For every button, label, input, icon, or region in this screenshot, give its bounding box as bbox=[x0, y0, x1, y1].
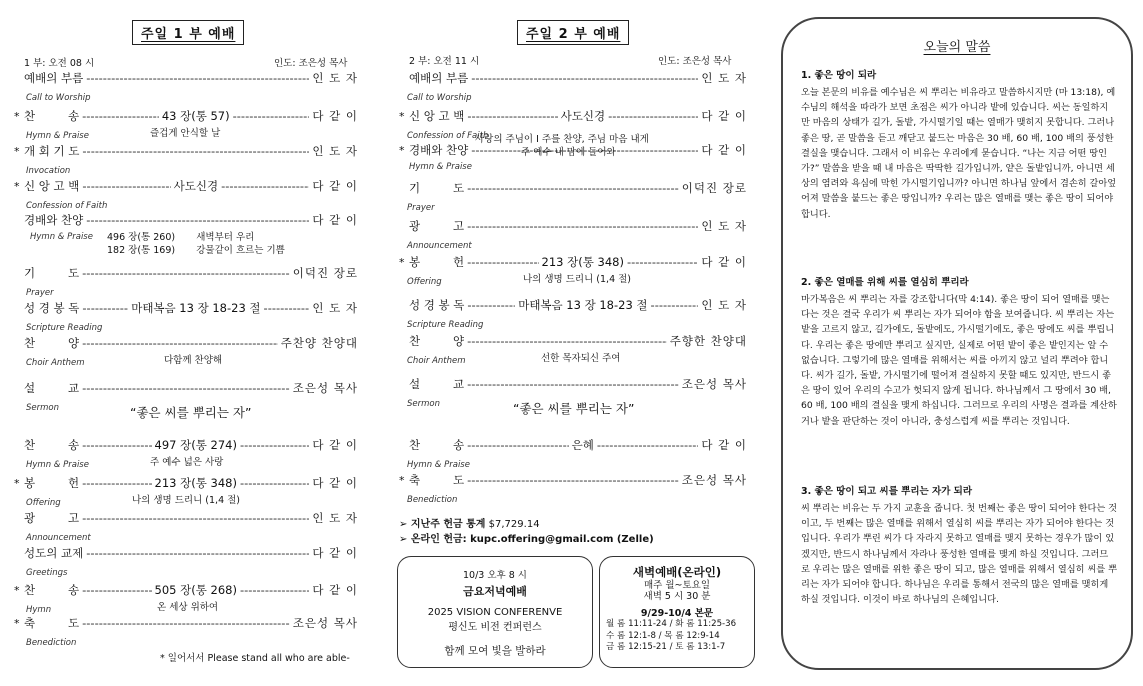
leader-dots bbox=[82, 583, 151, 597]
order-item-detail: 213 장(통 348) bbox=[154, 476, 237, 490]
service1-order-row bbox=[24, 582, 358, 598]
section2-body: 마가복음은 씨 뿌리는 자를 강조합니다(막 4:14). 좋은 땅이 되어 열매를 맺는다는 것은 결국 우리가 씨 뿌리는 자가 되어야 함을 보여줍니다. 씨 뿌리는 자는 밭을 고르지 않고, 길가에도, 돌밭에도, 가시떨기에도, 좋은 땅에도 씨를 뿌립니다. 우리는 좋은 땅에만 뿌리고 싶지만, 실제로 어떤 밭이 좋은 밭인지는 알 수 없습니다. 그렇기에 많은 열매를 위해서는 씨를 아끼지 않고 널리 뿌려야 합니다. 씨가 길가, 돌밭, 가시떨기에 떨어져 결실하지 못할 때도 있지만, 반드시 좋은 땅이 있어 우리의 수고가 헛되지 않게 됩니다. 하나님께서 그 땅에서 30 배, 60 배, 100 배의 결실을 맺게 하십니다. 그러므로 우리의 사명은 결과를 계산하거나 밭을 판단하는 것이 아니라, 충성스럽게 씨를 뿌리는 것입니다. bbox=[801, 294, 1117, 427]
order-item-english: Call to Worship bbox=[26, 93, 91, 103]
order-item-english: Offering bbox=[407, 277, 442, 287]
order-item-leader: 다 같 이 bbox=[312, 109, 358, 123]
service2-title: 주일 2 부 예배 bbox=[517, 20, 629, 45]
order-item-label: 찬 양 bbox=[24, 336, 80, 350]
leader-dots bbox=[467, 181, 679, 195]
order-item-label: 성 경 봉 독 bbox=[24, 301, 80, 315]
order-item-leader: 다 같 이 bbox=[312, 179, 358, 193]
stand-marker: * bbox=[14, 145, 20, 158]
service1-order-row bbox=[24, 475, 358, 491]
leader-dots bbox=[233, 109, 310, 123]
order-item-english: Announcement bbox=[26, 533, 91, 543]
service2-order-row bbox=[409, 254, 747, 270]
leader-dots bbox=[82, 144, 309, 158]
order-item-leader: 조은성 목사 bbox=[681, 377, 747, 391]
leader-dots bbox=[264, 301, 310, 315]
order-item-note: 사랑의 주님이 I 주를 찬양, 주님 마음 내게 bbox=[475, 134, 649, 145]
service2-order-row bbox=[409, 180, 747, 196]
order-item-label: 경배와 찬양 bbox=[24, 213, 84, 227]
order-item-label: 개 회 기 도 bbox=[24, 144, 80, 158]
leader-dots bbox=[82, 511, 309, 525]
order-item-detail: 은혜 bbox=[571, 438, 594, 452]
leader-dots bbox=[82, 381, 290, 395]
order-item-label: 신 앙 고 백 bbox=[24, 179, 80, 193]
leader-dots bbox=[82, 301, 128, 315]
order-item-leader: 인 도 자 bbox=[312, 144, 358, 158]
order-item-detail: 사도신경 bbox=[173, 179, 219, 193]
order-item-note: 182 장(통 169) 강물같이 흐르는 기쁨 bbox=[107, 245, 285, 256]
leader-dots bbox=[467, 377, 679, 391]
order-item-english: Prayer bbox=[407, 203, 435, 213]
stand-marker: * bbox=[14, 110, 20, 123]
order-item-detail: 497 장(통 274) bbox=[154, 438, 237, 452]
leader-dots bbox=[86, 213, 309, 227]
todays-word-title: 오늘의 말씀 bbox=[923, 40, 991, 55]
order-item-label: 신 앙 고 백 bbox=[409, 109, 465, 123]
order-item-english: Scripture Reading bbox=[26, 323, 103, 333]
order-item-label: 축 도 bbox=[409, 473, 465, 487]
leader-dots bbox=[82, 109, 159, 123]
section3-body: 씨 뿌리는 비유는 두 가지 교훈을 줍니다. 첫 번째는 좋은 땅이 되어야 한다는 것이고, 두 번째는 많은 열매를 위해서 열심히 씨를 뿌리는 자가 되어야 한다는 것입니다. 우리가 뿌린 씨가 다 자라지 못하고 열매를 맺지 못하는 경우가 많이 있겠지만, 반드시 하나님께서 자라나 풍성한 열매를 맺게 하실 것입니다. 그러므로 우리는 많은 열매를 위한 좋은 땅이 되고, 많은 열매를 위해서 열심히 씨를 뿌리는 자가 되어야 합니다. 하나님은 우리를 통해서 전국의 많은 열매를 맺히게 하실 것입니다. 이것이 바로 하나님의 은혜입니다. bbox=[801, 503, 1118, 606]
leader-dots bbox=[240, 583, 309, 597]
leader-dots bbox=[240, 438, 309, 452]
leader-dots bbox=[82, 616, 290, 630]
leader-dots bbox=[467, 298, 515, 312]
leader-dots bbox=[221, 179, 309, 193]
service1-order-row bbox=[24, 437, 358, 453]
service2-order-row bbox=[409, 218, 747, 234]
friday-time: 10/3 오후 8 시 bbox=[463, 570, 527, 581]
offering-stats-value: $7,729.14 bbox=[488, 519, 540, 530]
dawn-text-range: 9/29-10/4 본문 bbox=[640, 608, 714, 619]
service2-order-row bbox=[409, 333, 747, 349]
order-item-label: 예배의 부름 bbox=[409, 71, 469, 85]
section1-body: 오늘 본문의 비유를 예수님은 씨 뿌리는 비유라고 말씀하시지만 (마 13:18), 예수님의 해석을 따라가 보면 초점은 씨가 아니라 밭에 있습니다. 씨는 동일하지만 마음의 상태가 길가, 돌밭, 가시떨기일 때는 열매가 맺히지 못합니다. 그러나 좋은 땅, 곧 말씀을 듣고 깨닫고 붙드는 마음은 30 배, 60 배, 100 배의 풍성한 결실을 맺습니다. 그래서 이 비유는 우리에게 묻습니다. “나는 지금 어떤 땅인가?” 말씀을 받을 때 내 마음은 딱딱한 길가입니까, 얕은 돌밭입니까, 아니면 세상의 염려와 욕심에 막힌 가시떨기입니까? 아니면 하나님 앞에서 겸손히 갈아엎어져 말씀을 붙드는 좋은 땅입니까? 우리는 많은 열매를 맺는 좋은 땅이 되어야 합니다. bbox=[801, 87, 1117, 220]
order-item-leader: 다 같 이 bbox=[701, 255, 747, 269]
stand-marker: * bbox=[14, 180, 20, 193]
order-item-note: 선한 목자되신 주여 bbox=[541, 353, 621, 364]
order-item-english: Scripture Reading bbox=[407, 320, 484, 330]
order-item-note: 나의 생명 드리니 (1,4 절) bbox=[132, 495, 241, 506]
order-item-label: 기 도 bbox=[24, 266, 80, 280]
leader-dots bbox=[82, 476, 151, 490]
service2-order-row bbox=[409, 437, 747, 453]
service1-order-row bbox=[24, 380, 358, 396]
order-item-leader: 다 같 이 bbox=[312, 476, 358, 490]
service2-order-row bbox=[409, 108, 747, 124]
service2-order-row bbox=[409, 376, 747, 392]
order-item-english: Invocation bbox=[26, 166, 71, 176]
order-item-leader: 인 도 자 bbox=[701, 219, 747, 233]
order-item-label: 성 경 봉 독 bbox=[409, 298, 465, 312]
order-item-leader: 다 같 이 bbox=[312, 213, 358, 227]
leader-dots bbox=[467, 438, 569, 452]
dawn-title: 새벽예배(온라인) bbox=[632, 565, 722, 579]
stand-marker: * bbox=[399, 474, 405, 487]
order-item-label: 찬 양 bbox=[409, 334, 465, 348]
service2-order-row bbox=[409, 70, 747, 86]
dawn-mon-tue: 월 롬 11:11-24 / 화 롬 11:25-36 bbox=[606, 619, 737, 629]
service1-order-row bbox=[24, 615, 358, 631]
offering-stats bbox=[399, 515, 540, 530]
online-offering-label: 온라인 헌금: bbox=[410, 534, 467, 545]
order-item-label: 봉 헌 bbox=[409, 255, 465, 269]
service1-order-row bbox=[24, 300, 358, 316]
order-item-detail: 마태복음 13 장 18-23 절 bbox=[518, 298, 648, 312]
order-item-detail: 사도신경 bbox=[560, 109, 606, 123]
order-item-leader: 조은성 목사 bbox=[292, 616, 358, 630]
service1-order-row bbox=[24, 510, 358, 526]
order-item-leader: 다 같 이 bbox=[701, 438, 747, 452]
leader-dots bbox=[240, 476, 309, 490]
order-item-label: 예배의 부름 bbox=[24, 71, 84, 85]
order-item-english: Prayer bbox=[26, 288, 54, 298]
leader-dots bbox=[471, 71, 698, 85]
order-item-label: 기 도 bbox=[409, 181, 465, 195]
friday-service-box bbox=[397, 556, 593, 668]
service2-order-row bbox=[409, 297, 747, 313]
order-item-english: Benediction bbox=[26, 638, 77, 648]
order-item-english: Call to Worship bbox=[407, 93, 472, 103]
leader-dots bbox=[651, 298, 699, 312]
order-item-label: 찬 송 bbox=[24, 109, 80, 123]
conference-en: 2025 VISION CONFERENVE bbox=[427, 607, 563, 618]
order-item-note: 주 예수 넓은 사랑 bbox=[150, 457, 224, 468]
order-item-leader: 이덕진 장로 bbox=[292, 266, 358, 280]
order-item-leader: 다 같 이 bbox=[312, 583, 358, 597]
order-item-english: Announcement bbox=[407, 241, 472, 251]
leader-dots bbox=[627, 255, 698, 269]
service1-order-row bbox=[24, 143, 358, 159]
order-item-detail: 213 장(통 348) bbox=[541, 255, 624, 269]
section3-heading: 3. 좋은 땅이 되고 씨를 뿌리는 자가 되라 bbox=[801, 486, 973, 497]
order-item-label: 찬 송 bbox=[24, 583, 80, 597]
order-item-leader: 인 도 자 bbox=[312, 301, 358, 315]
offering-stats-label: 지난주 헌금 통계 bbox=[410, 519, 486, 530]
dawn-wed-thu: 수 롬 12:1-8 / 목 롬 12:9-14 bbox=[606, 630, 720, 641]
order-item-english: Greetings bbox=[26, 568, 68, 578]
order-item-detail: 43 장(통 57) bbox=[161, 109, 230, 123]
order-item-leader: 인 도 자 bbox=[312, 511, 358, 525]
order-item-leader: 인 도 자 bbox=[701, 298, 747, 312]
order-item-leader: 조은성 목사 bbox=[681, 473, 747, 487]
order-item-english: Hymn & Praise bbox=[26, 131, 89, 141]
order-item-leader: 다 같 이 bbox=[312, 438, 358, 452]
order-item-label: 찬 송 bbox=[409, 438, 465, 452]
order-item-leader: 주향한 찬양대 bbox=[669, 334, 747, 348]
order-item-label: 설 교 bbox=[409, 377, 465, 391]
order-item-detail: 마태복음 13 장 18-23 절 bbox=[131, 301, 261, 315]
order-item-leader: 이덕진 장로 bbox=[681, 181, 747, 195]
leader-dots bbox=[82, 266, 290, 280]
order-item-english: Hymn & Praise bbox=[26, 460, 89, 470]
stand-marker: * bbox=[399, 256, 405, 269]
service2-time: 2 부: 오전 11 시 bbox=[409, 56, 480, 67]
order-item-english: Hymn & Praise bbox=[407, 460, 470, 470]
order-item-label: 광 고 bbox=[409, 219, 465, 233]
service2-column bbox=[395, 0, 755, 686]
service1-time: 1 부: 오전 08 시 bbox=[24, 58, 95, 69]
service2-order-row bbox=[409, 472, 747, 488]
arrow-bullet-icon: ➢ bbox=[399, 534, 411, 545]
order-item-leader: 조은성 목사 bbox=[292, 381, 358, 395]
stand-footnote: * 일어서서 Please stand all who are able- bbox=[160, 653, 350, 664]
service1-column bbox=[12, 0, 362, 686]
stand-marker: * bbox=[14, 584, 20, 597]
leader-dots bbox=[608, 109, 698, 123]
order-item-leader: 다 같 이 bbox=[701, 109, 747, 123]
order-item-english: Choir Anthem bbox=[407, 356, 466, 366]
leader-dots bbox=[467, 334, 667, 348]
dawn-fri-sat: 금 롬 12:15-21 / 토 롬 13:1-7 bbox=[606, 642, 726, 652]
order-item-label: 찬 송 bbox=[24, 438, 80, 452]
service1-order-row bbox=[24, 335, 358, 351]
service1-title: 주일 1 부 예배 bbox=[132, 20, 244, 45]
order-item-english: Hymn & Praise bbox=[409, 162, 472, 172]
order-item-note: 496 장(통 260) 새벽부터 우리 bbox=[107, 232, 255, 243]
todays-word-panel bbox=[781, 17, 1133, 670]
dawn-time: 새벽 5 시 30 분 bbox=[643, 591, 711, 602]
service1-order-row bbox=[24, 178, 358, 194]
order-item-english: Offering bbox=[26, 498, 61, 508]
leader-dots bbox=[86, 546, 309, 560]
sermon-title: “좋은 씨를 뿌리는 자” bbox=[513, 401, 635, 416]
order-item-note: 즐겁게 안식할 날 bbox=[150, 128, 221, 139]
online-offering bbox=[399, 530, 654, 545]
dawn-service-box bbox=[599, 556, 755, 668]
order-item-note: 다함께 찬양해 bbox=[164, 355, 223, 366]
order-item-label: 광 고 bbox=[24, 511, 80, 525]
conference-ko: 평신도 비전 컨퍼런스 bbox=[448, 622, 542, 633]
leader-dots bbox=[597, 438, 699, 452]
order-item-english: Hymn & Praise bbox=[30, 232, 93, 242]
order-item-leader: 다 같 이 bbox=[312, 546, 358, 560]
stand-marker: * bbox=[399, 110, 405, 123]
leader-dots bbox=[82, 336, 278, 350]
service1-order-row bbox=[24, 265, 358, 281]
sermon-title: “좋은 씨를 뿌리는 자” bbox=[130, 405, 252, 420]
order-item-english: Confession of Faith bbox=[407, 131, 489, 141]
service1-order-row bbox=[24, 545, 358, 561]
section2-heading: 2. 좋은 열매를 위해 씨를 열심히 뿌리라 bbox=[801, 277, 969, 288]
conference-theme: 함께 모여 빛을 발하라 bbox=[444, 645, 546, 657]
stand-marker: * bbox=[399, 144, 405, 157]
leader-dots bbox=[82, 438, 151, 452]
order-item-leader: 다 같 이 bbox=[701, 143, 747, 157]
leader-dots bbox=[82, 179, 170, 193]
order-item-english: Sermon bbox=[407, 399, 440, 409]
order-item-english: Sermon bbox=[26, 403, 59, 413]
service1-order-row bbox=[24, 70, 358, 86]
order-item-detail: 505 장(통 268) bbox=[154, 583, 237, 597]
order-item-leader: 인 도 자 bbox=[312, 71, 358, 85]
service1-order-row bbox=[24, 212, 358, 228]
leader-dots bbox=[467, 473, 679, 487]
stand-marker: * bbox=[14, 617, 20, 630]
leader-dots bbox=[467, 219, 698, 233]
order-item-leader: 인 도 자 bbox=[701, 71, 747, 85]
leader-dots bbox=[467, 255, 538, 269]
order-item-note: 온 세상 위하여 bbox=[157, 602, 219, 613]
leader-dots bbox=[86, 71, 309, 85]
order-item-english: Benediction bbox=[407, 495, 458, 505]
order-item-english: Choir Anthem bbox=[26, 358, 85, 368]
order-item-label: 성도의 교제 bbox=[24, 546, 84, 560]
service1-order-row bbox=[24, 108, 358, 124]
arrow-bullet-icon: ➢ bbox=[399, 519, 411, 530]
service2-leader: 인도: 조은성 목사 bbox=[658, 56, 732, 67]
service1-leader: 인도: 조은성 목사 bbox=[274, 58, 348, 69]
order-item-english: Hymn bbox=[26, 605, 52, 615]
order-item-english: Confession of Faith bbox=[26, 201, 108, 211]
order-item-label: 경배와 찬양 bbox=[409, 143, 469, 157]
online-offering-email: kupc.offering@gmail.com (Zelle) bbox=[470, 534, 654, 545]
order-item-label: 설 교 bbox=[24, 381, 80, 395]
order-item-leader: 주찬양 찬양대 bbox=[280, 336, 358, 350]
leader-dots bbox=[467, 109, 557, 123]
order-item-label: 봉 헌 bbox=[24, 476, 80, 490]
order-item-note: 나의 생명 드리니 (1,4 절) bbox=[523, 274, 632, 285]
friday-title: 금요저녁예배 bbox=[463, 585, 527, 598]
stand-marker: * bbox=[14, 477, 20, 490]
dawn-days: 매주 월~토요일 bbox=[643, 580, 711, 591]
order-item-note: 주 예수 내 맘에 들어와 bbox=[521, 147, 616, 158]
section1-heading: 1. 좋은 땅이 되라 bbox=[801, 70, 877, 81]
order-item-label: 축 도 bbox=[24, 616, 80, 630]
